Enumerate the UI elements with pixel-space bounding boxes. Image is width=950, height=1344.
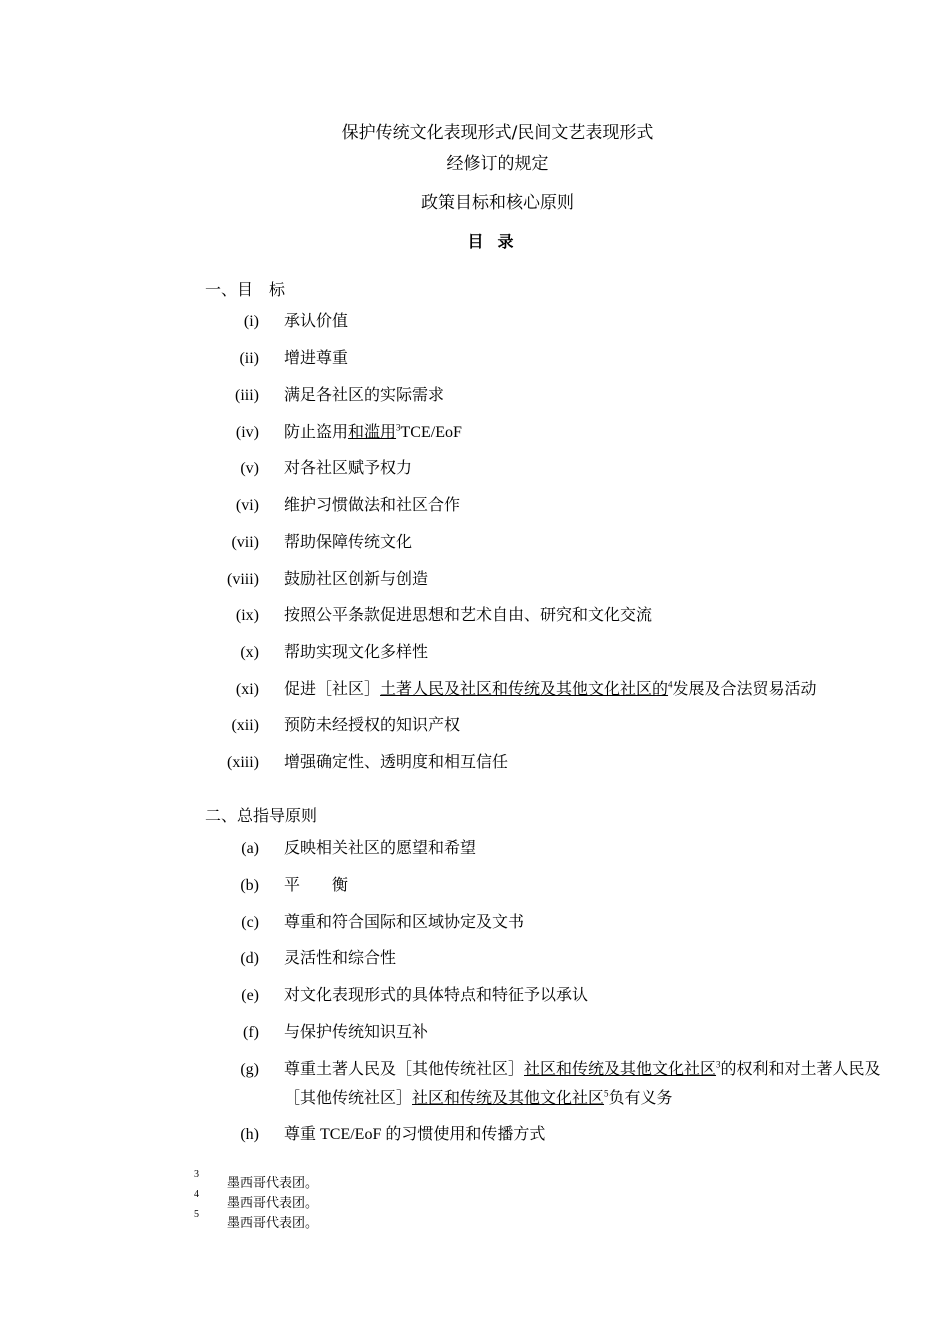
- item-letter: (d): [240, 950, 259, 967]
- footnote-ref: 3: [396, 422, 401, 433]
- item-letter: (h): [240, 1126, 259, 1143]
- item-text: 满足各社区的实际需求: [284, 387, 445, 404]
- document-title-line3: 政策目标和核心原则: [421, 193, 574, 213]
- item-text: 尊重 TCE/EoF 的习惯使用和传播方式: [284, 1126, 546, 1143]
- amendment-underline: 社区和传统及其他文化社区: [524, 1061, 717, 1078]
- item-text: 按照公平条款促进思想和艺术自由、研究和文化交流: [284, 607, 653, 624]
- item-text: 促进［社区］土著人民及社区和传统及其他文化社区的$^4$发展及合法贸易活动: [284, 679, 817, 698]
- footnote-text: 墨西哥代表团。: [227, 1175, 319, 1190]
- item-number: (i): [243, 313, 259, 330]
- item-letter: (c): [241, 914, 259, 931]
- item-text: 对各社区赋予权力: [284, 460, 413, 477]
- item-text: 尊重土著人民及［其他传统社区］社区和传统及其他文化社区$^3$的权利和对土著人民及［其他传统社区］社区和传统及其他文化社区$^5$负有义务: [284, 1059, 881, 1107]
- item-number: (x): [240, 644, 259, 661]
- footnote-number: 4: [194, 1189, 199, 1200]
- item-text: 预防未经授权的知识产权: [284, 717, 461, 734]
- item-text: 灵活性和综合性: [284, 950, 397, 967]
- section1-heading: 一、目 标: [205, 282, 286, 299]
- item-number: (vi): [235, 497, 259, 514]
- item-number: (iv): [235, 424, 259, 441]
- item-number: (xii): [231, 717, 259, 734]
- footnote-ref: 5: [604, 1088, 609, 1099]
- item-text: 尊重和符合国际和区域协定及文书: [284, 914, 525, 931]
- item-text: 增强确定性、透明度和相互信任: [284, 754, 509, 771]
- document-title-line2: 经修订的规定: [446, 154, 549, 174]
- item-number: (vii): [231, 534, 259, 551]
- item-number: (xi): [235, 681, 259, 698]
- item-letter: (a): [241, 840, 259, 857]
- item-text: 承认价值: [284, 313, 349, 330]
- item-number: (v): [240, 460, 259, 477]
- item-text: 维护习惯做法和社区合作: [284, 497, 461, 514]
- section2-heading: 二、总指导原则: [205, 808, 318, 825]
- document-title-line1: 保护传统文化表现形式/民间文艺表现形式: [341, 123, 654, 143]
- item-number: (viii): [227, 571, 259, 588]
- amendment-underline: 和滥用: [348, 424, 397, 441]
- item-letter: (e): [241, 987, 259, 1004]
- item-letter: (f): [243, 1024, 259, 1041]
- item-text: 增进尊重: [284, 350, 349, 367]
- item-number: (xiii): [227, 754, 259, 771]
- footnote-number: 3: [194, 1169, 199, 1180]
- footnote-ref: 4: [668, 679, 673, 690]
- item-text: 对文化表现形式的具体特点和特征予以承认: [284, 987, 589, 1004]
- item-letter: (b): [240, 877, 259, 894]
- amendment-underline: 土著人民及社区和传统及其他文化社区的: [380, 681, 669, 698]
- item-text: 平 衡: [284, 877, 349, 894]
- footnote-text: 墨西哥代表团。: [227, 1215, 319, 1230]
- item-text: 鼓励社区创新与创造: [284, 571, 429, 588]
- item-text: 帮助保障传统文化: [284, 534, 413, 551]
- item-text: 防止盗用和滥用$^3$TCE/EoF: [284, 422, 462, 441]
- footnote-ref: 3: [716, 1059, 721, 1070]
- toc-heading: 目录: [467, 232, 528, 251]
- item-number: (ix): [235, 607, 259, 624]
- footnote-number: 5: [194, 1209, 199, 1220]
- item-text: 帮助实现文化多样性: [284, 644, 429, 661]
- item-text: 与保护传统知识互补: [284, 1024, 429, 1041]
- item-letter: (g): [240, 1061, 259, 1078]
- amendment-underline: 社区和传统及其他文化社区: [412, 1090, 605, 1107]
- item-text: 反映相关社区的愿望和希望: [284, 840, 477, 857]
- item-number: (iii): [235, 387, 259, 404]
- footnote-text: 墨西哥代表团。: [227, 1195, 319, 1210]
- item-number: (ii): [239, 350, 259, 367]
